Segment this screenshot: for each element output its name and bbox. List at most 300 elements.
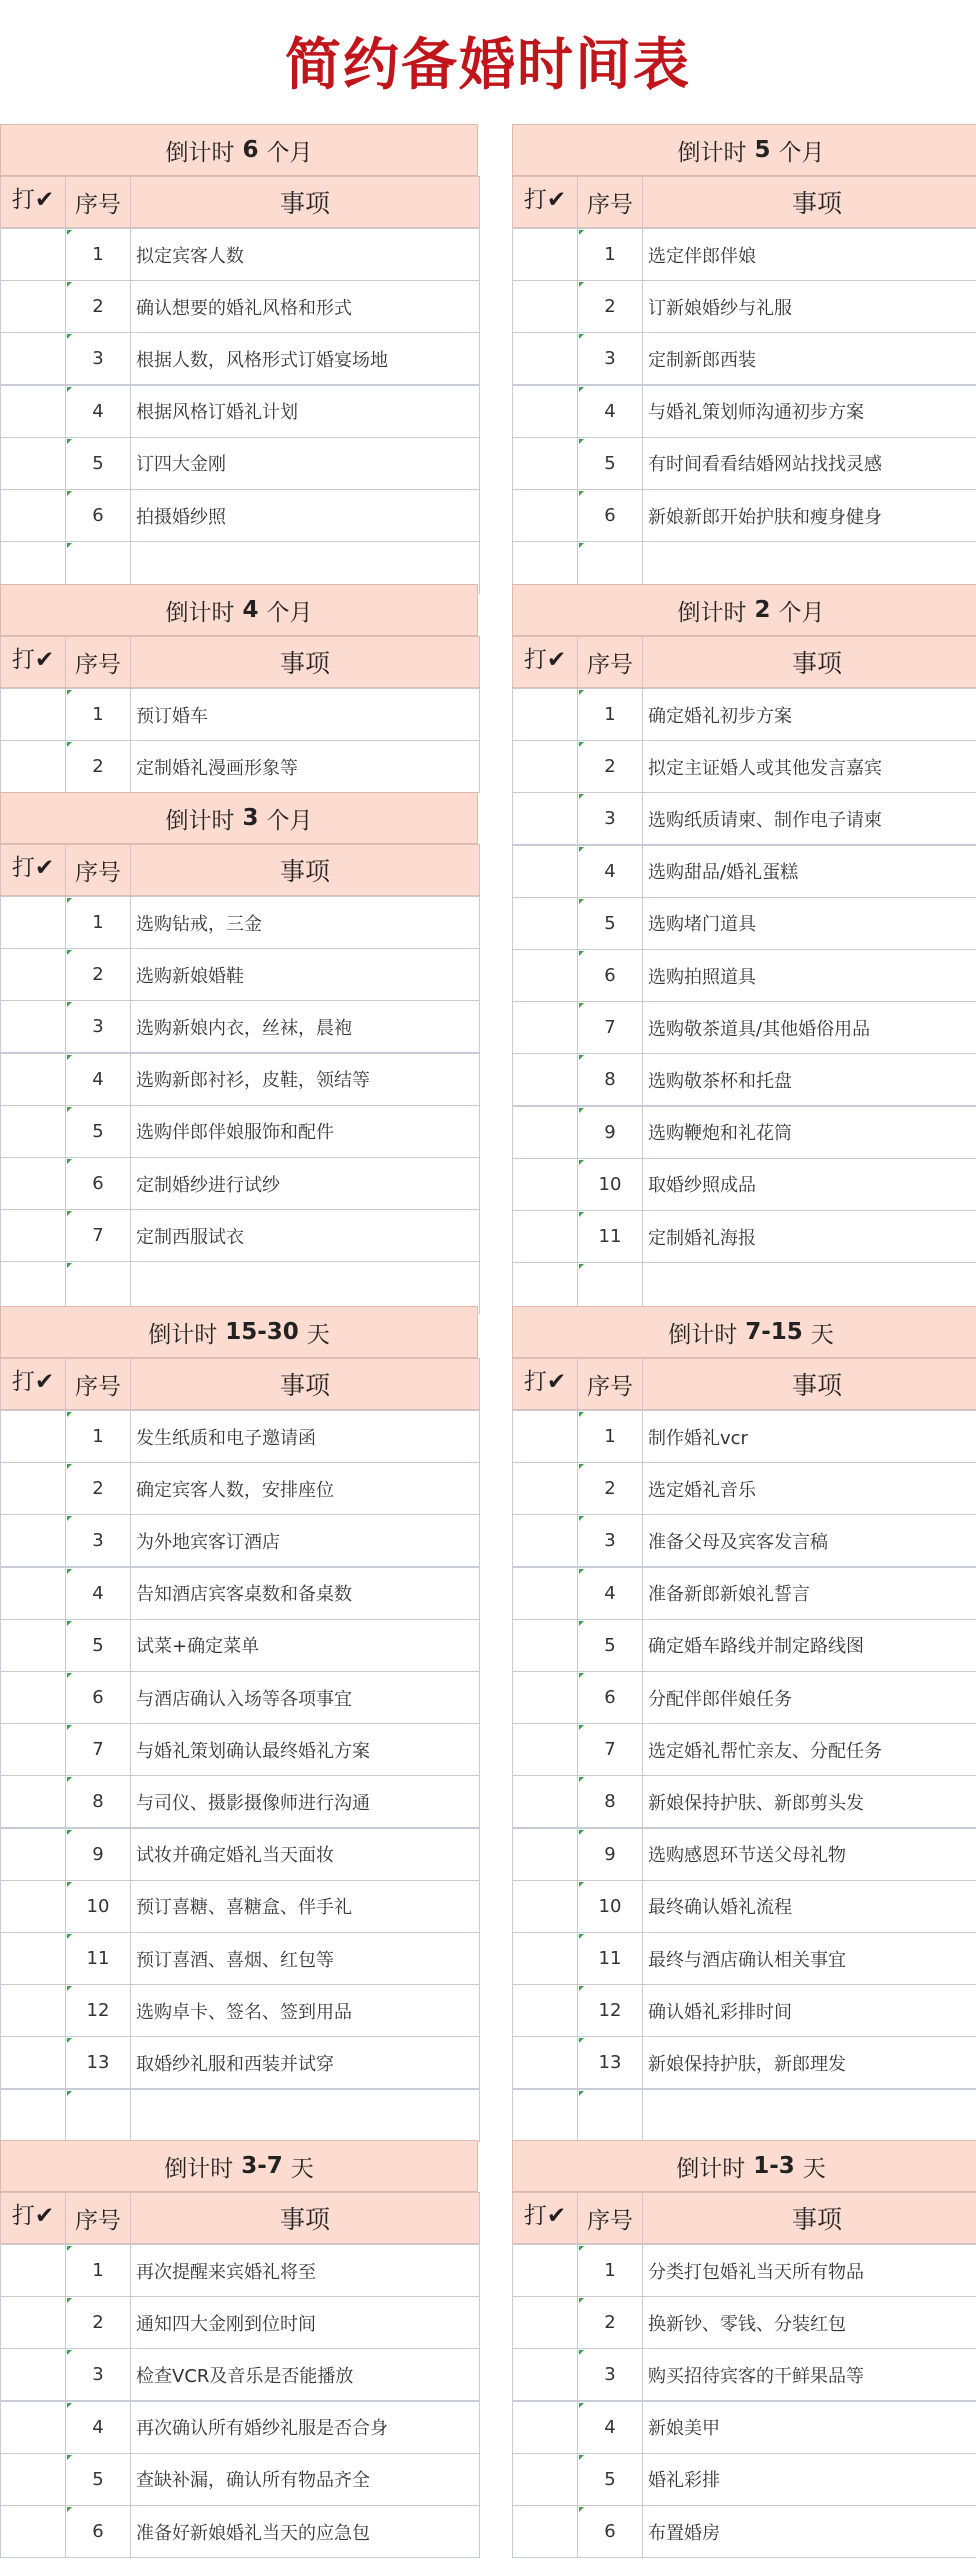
- number-cell: 10: [577, 1158, 643, 1211]
- number-cell: 11: [577, 1210, 643, 1263]
- table-row: [512, 897, 976, 950]
- blank-row: [0, 2089, 480, 2142]
- check-cell[interactable]: [512, 1462, 578, 1515]
- item-cell: 试妆并确定婚礼当天面妆: [130, 1828, 480, 1881]
- item-cell: 确认婚礼彩排时间: [642, 1984, 976, 2037]
- table-row: [512, 2505, 976, 2558]
- table-row: [0, 1157, 480, 1210]
- number-cell: 12: [577, 1984, 643, 2037]
- number-cell: 2: [65, 1462, 131, 1515]
- table-row: [512, 280, 976, 333]
- number-cell: 1: [577, 688, 643, 741]
- section-title-unit: 个月: [778, 599, 825, 626]
- item-cell: 准备父母及宾客发言稿: [642, 1514, 976, 1567]
- number-cell: 5: [577, 897, 643, 950]
- check-cell[interactable]: [512, 1410, 578, 1463]
- section-title-prefix: 倒计时: [668, 1321, 738, 1348]
- section-title-prefix: 倒计时: [677, 599, 747, 626]
- table-row: [0, 1619, 480, 1672]
- check-cell[interactable]: [512, 1828, 578, 1881]
- item-cell: 有时间看看结婚网站找找灵感: [642, 437, 976, 490]
- item-cell: 告知酒店宾客桌数和备桌数: [130, 1567, 480, 1620]
- section-title-unit: 天: [810, 1321, 834, 1348]
- number-cell: 3: [65, 2348, 131, 2401]
- check-cell[interactable]: [0, 1000, 66, 1053]
- number-cell: 10: [65, 1880, 131, 1933]
- check-cell[interactable]: [512, 1210, 578, 1263]
- section-title-prefix: 倒计时: [148, 1321, 218, 1348]
- check-cell[interactable]: [512, 1723, 578, 1776]
- section-title: [512, 2140, 976, 2192]
- item-cell: 婚礼彩排: [642, 2453, 976, 2506]
- item-cell: 定制新郎西装: [642, 332, 976, 385]
- table-row: [512, 1880, 976, 1933]
- section-title: [0, 584, 478, 636]
- check-cell[interactable]: [512, 1001, 578, 1054]
- number-cell: 3: [577, 1514, 643, 1567]
- check-cell[interactable]: [512, 2401, 578, 2454]
- check-cell[interactable]: [0, 1053, 66, 1106]
- check-cell[interactable]: [512, 688, 578, 741]
- number-cell: 2: [577, 740, 643, 793]
- table-row: [0, 1932, 480, 1985]
- section-title-prefix: 倒计时: [165, 599, 235, 626]
- check-column-header: 打✔: [0, 2192, 66, 2244]
- item-cell: 与婚礼策划确认最终婚礼方案: [130, 1723, 480, 1776]
- check-cell[interactable]: [0, 948, 66, 1001]
- check-cell[interactable]: [512, 1671, 578, 1724]
- item-cell: 选购纸质请柬、制作电子请柬: [642, 792, 976, 845]
- item-cell: 选购堵门道具: [642, 897, 976, 950]
- item-cell: 分配伴郎伴娘任务: [642, 1671, 976, 1724]
- check-column-header: 打✔: [512, 2192, 578, 2244]
- table-row: [0, 1000, 480, 1053]
- number-cell: 5: [65, 437, 131, 490]
- table-row: [0, 948, 480, 1001]
- table-row: [512, 2244, 976, 2297]
- table-row: [512, 1671, 976, 1724]
- item-cell: 与酒店确认入场等各项事宜: [130, 1671, 480, 1724]
- check-cell[interactable]: [0, 2348, 66, 2401]
- check-cell[interactable]: [0, 489, 66, 542]
- table-header: [0, 176, 480, 228]
- table-header: [512, 636, 976, 688]
- check-cell[interactable]: [0, 1514, 66, 1567]
- table-row: [0, 280, 480, 333]
- check-cell[interactable]: [512, 2453, 578, 2506]
- section-title-prefix: 倒计时: [677, 139, 747, 166]
- table-row: [512, 2348, 976, 2401]
- number-cell: 2: [65, 2296, 131, 2349]
- table-row: [0, 688, 480, 741]
- section-title-unit: 个月: [266, 807, 313, 834]
- item-cell: 布置婚房: [642, 2505, 976, 2558]
- number-cell: 4: [577, 2401, 643, 2454]
- table-row: [0, 1828, 480, 1881]
- check-cell[interactable]: [0, 2401, 66, 2454]
- item-cell: 选购卓卡、签名、签到用品: [130, 1984, 480, 2037]
- table-row: [512, 1158, 976, 1211]
- item-cell: 与司仪、摄影摄像师进行沟通: [130, 1775, 480, 1828]
- check-column-header: 打✔: [512, 1358, 578, 1410]
- table-row: [0, 1775, 480, 1828]
- table-row: [0, 437, 480, 490]
- item-column-header: 事项: [642, 1358, 976, 1410]
- item-cell: 根据风格订婚礼计划: [130, 385, 480, 438]
- check-cell[interactable]: [0, 1880, 66, 1933]
- section-title-number: 15-30: [225, 1319, 299, 1345]
- item-cell: 购买招待宾客的干鲜果品等: [642, 2348, 976, 2401]
- number-column-header: 序号: [577, 2192, 643, 2244]
- item-cell: 取婚纱礼服和西装并试穿: [130, 2036, 480, 2089]
- check-cell[interactable]: [512, 280, 578, 333]
- check-cell[interactable]: [0, 1462, 66, 1515]
- table-row: [512, 2453, 976, 2506]
- table-row: [0, 228, 480, 281]
- check-cell[interactable]: [512, 332, 578, 385]
- item-cell: 新娘保持护肤，新郎理发: [642, 2036, 976, 2089]
- check-cell[interactable]: [0, 228, 66, 281]
- number-column-header: 序号: [577, 176, 643, 228]
- number-cell: 1: [65, 228, 131, 281]
- section-title: [512, 1306, 976, 1358]
- table-row: [0, 1671, 480, 1724]
- number-cell: 3: [65, 1514, 131, 1567]
- item-cell: 准备好新娘婚礼当天的应急包: [130, 2505, 480, 2558]
- check-cell[interactable]: [0, 1410, 66, 1463]
- number-cell: 6: [577, 489, 643, 542]
- number-column-header: 序号: [65, 176, 131, 228]
- number-cell: 6: [577, 2505, 643, 2558]
- check-cell[interactable]: [512, 792, 578, 845]
- table-header: [0, 636, 480, 688]
- item-cell: 拟定宾客人数: [130, 228, 480, 281]
- item-cell: [130, 2089, 480, 2142]
- number-cell: 11: [577, 1932, 643, 1985]
- item-column-header: 事项: [642, 176, 976, 228]
- number-column-header: 序号: [65, 636, 131, 688]
- check-cell[interactable]: [0, 2453, 66, 2506]
- table-row: [512, 228, 976, 281]
- section-title-unit: 天: [802, 2155, 826, 2182]
- table-row: [0, 1105, 480, 1158]
- number-cell: 6: [577, 949, 643, 1002]
- item-cell: 根据人数，风格形式订婚宴场地: [130, 332, 480, 385]
- check-cell[interactable]: [0, 2505, 66, 2558]
- check-cell[interactable]: [512, 740, 578, 793]
- check-cell[interactable]: [0, 2244, 66, 2297]
- table-row: [0, 385, 480, 438]
- item-cell: 选定伴郎伴娘: [642, 228, 976, 281]
- number-column-header: 序号: [577, 636, 643, 688]
- number-column-header: 序号: [65, 1358, 131, 1410]
- check-cell[interactable]: [0, 2089, 66, 2142]
- table-row: [0, 896, 480, 949]
- table-row: [512, 1210, 976, 1263]
- item-column-header: 事项: [642, 2192, 976, 2244]
- item-cell: 订四大金刚: [130, 437, 480, 490]
- item-cell: 为外地宾客订酒店: [130, 1514, 480, 1567]
- number-cell: 3: [577, 792, 643, 845]
- item-cell: 选购新娘婚鞋: [130, 948, 480, 1001]
- number-cell: 5: [577, 1619, 643, 1672]
- check-cell[interactable]: [512, 1984, 578, 2037]
- section-title: [0, 124, 478, 176]
- check-cell[interactable]: [0, 1984, 66, 2037]
- check-cell[interactable]: [0, 437, 66, 490]
- check-cell[interactable]: [0, 1209, 66, 1262]
- table-row: [0, 1514, 480, 1567]
- table-row: [0, 1567, 480, 1620]
- item-cell: 选购鞭炮和礼花筒: [642, 1106, 976, 1159]
- number-cell: 1: [65, 896, 131, 949]
- number-cell: 3: [577, 332, 643, 385]
- item-cell: 确认想要的婚礼风格和形式: [130, 280, 480, 333]
- check-cell[interactable]: [0, 1671, 66, 1724]
- section-title: [512, 584, 976, 636]
- item-cell: 确定宾客人数，安排座位: [130, 1462, 480, 1515]
- check-cell[interactable]: [0, 1723, 66, 1776]
- number-cell: 1: [577, 228, 643, 281]
- table-row: [512, 1410, 976, 1463]
- section-title-number: 1-3: [753, 2153, 795, 2179]
- table-row: [0, 1209, 480, 1262]
- check-column-header: 打✔: [0, 636, 66, 688]
- item-column-header: 事项: [130, 2192, 480, 2244]
- section-title: [0, 2140, 478, 2192]
- item-cell: 确定婚车路线并制定路线图: [642, 1619, 976, 1672]
- number-cell: 1: [65, 1410, 131, 1463]
- item-cell: 选购拍照道具: [642, 949, 976, 1002]
- check-cell[interactable]: [0, 385, 66, 438]
- section-title: [0, 1306, 478, 1358]
- check-cell[interactable]: [512, 489, 578, 542]
- item-cell: 定制婚礼漫画形象等: [130, 740, 480, 793]
- number-cell: 10: [577, 1880, 643, 1933]
- table-row: [512, 740, 976, 793]
- check-cell[interactable]: [0, 2036, 66, 2089]
- item-cell: 准备新郎新娘礼誓言: [642, 1567, 976, 1620]
- check-cell[interactable]: [0, 688, 66, 741]
- number-cell: 2: [65, 948, 131, 1001]
- check-cell[interactable]: [512, 1932, 578, 1985]
- check-cell[interactable]: [0, 1775, 66, 1828]
- table-row: [0, 332, 480, 385]
- table-row: [0, 1880, 480, 1933]
- item-cell: 通知四大金刚到位时间: [130, 2296, 480, 2349]
- number-cell: 6: [65, 2505, 131, 2558]
- item-cell: 选购钻戒，三金: [130, 896, 480, 949]
- check-cell[interactable]: [0, 1619, 66, 1672]
- section-title-unit: 天: [290, 2155, 314, 2182]
- check-cell[interactable]: [0, 332, 66, 385]
- table-row: [512, 1462, 976, 1515]
- check-cell[interactable]: [512, 1106, 578, 1159]
- section-title-prefix: 倒计时: [676, 2155, 746, 2182]
- number-cell: 4: [577, 385, 643, 438]
- section-title-number: 3: [242, 805, 259, 831]
- item-cell: 换新钞、零钱、分装红包: [642, 2296, 976, 2349]
- check-cell[interactable]: [512, 897, 578, 950]
- item-cell: 再次确认所有婚纱礼服是否合身: [130, 2401, 480, 2454]
- number-cell: 4: [65, 385, 131, 438]
- item-cell: [642, 2089, 976, 2142]
- number-cell: 5: [577, 2453, 643, 2506]
- table-header: [512, 176, 976, 228]
- section-title-number: 6: [242, 137, 259, 163]
- table-row: [512, 949, 976, 1002]
- section-title-unit: 天: [306, 1321, 330, 1348]
- check-cell[interactable]: [512, 949, 578, 1002]
- check-cell[interactable]: [0, 1105, 66, 1158]
- section-title-number: 7-15: [745, 1319, 803, 1345]
- number-cell: 1: [577, 2244, 643, 2297]
- check-cell[interactable]: [512, 1158, 578, 1211]
- table-row: [0, 740, 480, 793]
- check-cell[interactable]: [0, 1567, 66, 1620]
- check-cell[interactable]: [512, 2089, 578, 2142]
- number-cell: 8: [65, 1775, 131, 1828]
- item-cell: 与婚礼策划师沟通初步方案: [642, 385, 976, 438]
- item-cell: 再次提醒来宾婚礼将至: [130, 2244, 480, 2297]
- number-cell: 8: [577, 1775, 643, 1828]
- check-column-header: 打✔: [0, 176, 66, 228]
- check-cell[interactable]: [512, 437, 578, 490]
- item-cell: 选购敬茶道具/其他婚俗用品: [642, 1001, 976, 1054]
- check-cell[interactable]: [512, 1514, 578, 1567]
- number-cell: 3: [65, 1000, 131, 1053]
- number-cell: 6: [65, 1671, 131, 1724]
- check-cell[interactable]: [0, 740, 66, 793]
- table-row: [512, 332, 976, 385]
- number-cell: 6: [65, 489, 131, 542]
- check-cell[interactable]: [512, 2244, 578, 2297]
- number-cell: 8: [577, 1053, 643, 1106]
- blank-row: [512, 2089, 976, 2142]
- item-column-header: 事项: [130, 844, 480, 896]
- check-column-header: 打✔: [512, 636, 578, 688]
- section-title-number: 4: [242, 597, 259, 623]
- check-column-header: 打✔: [0, 844, 66, 896]
- number-cell: [577, 2089, 643, 2142]
- number-cell: 9: [577, 1106, 643, 1159]
- check-cell[interactable]: [0, 1932, 66, 1985]
- item-cell: 最终确认婚礼流程: [642, 1880, 976, 1933]
- table-row: [0, 2348, 480, 2401]
- table-row: [512, 1775, 976, 1828]
- item-cell: 检查VCR及音乐是否能播放: [130, 2348, 480, 2401]
- section-title-prefix: 倒计时: [165, 139, 235, 166]
- number-cell: 13: [65, 2036, 131, 2089]
- table-row: [512, 2401, 976, 2454]
- table-header: [512, 1358, 976, 1410]
- item-cell: 制作婚礼vcr: [642, 1410, 976, 1463]
- section-title-number: 3-7: [241, 2153, 283, 2179]
- item-cell: 定制婚纱进行试纱: [130, 1157, 480, 1210]
- item-cell: 定制西服试衣: [130, 1209, 480, 1262]
- table-row: [512, 2036, 976, 2089]
- number-cell: 6: [577, 1671, 643, 1724]
- check-cell[interactable]: [0, 896, 66, 949]
- number-cell: 11: [65, 1932, 131, 1985]
- item-cell: 订新娘婚纱与礼服: [642, 280, 976, 333]
- check-cell[interactable]: [512, 2296, 578, 2349]
- item-cell: 新娘新郎开始护肤和瘦身健身: [642, 489, 976, 542]
- check-cell[interactable]: [512, 1619, 578, 1672]
- item-cell: 试菜+确定菜单: [130, 1619, 480, 1672]
- item-column-header: 事项: [642, 636, 976, 688]
- number-cell: 4: [577, 1567, 643, 1620]
- item-cell: 选购甜品/婚礼蛋糕: [642, 845, 976, 898]
- check-cell[interactable]: [512, 845, 578, 898]
- number-cell: 2: [577, 2296, 643, 2349]
- number-cell: 4: [577, 845, 643, 898]
- item-cell: 确定婚礼初步方案: [642, 688, 976, 741]
- table-row: [0, 1053, 480, 1106]
- check-cell[interactable]: [512, 2348, 578, 2401]
- check-column-header: 打✔: [512, 176, 578, 228]
- item-cell: 选购敬茶杯和托盘: [642, 1053, 976, 1106]
- number-cell: 7: [577, 1723, 643, 1776]
- check-cell[interactable]: [512, 2505, 578, 2558]
- check-cell[interactable]: [0, 2296, 66, 2349]
- check-cell[interactable]: [512, 385, 578, 438]
- item-column-header: 事项: [130, 1358, 480, 1410]
- number-cell: 6: [65, 1157, 131, 1210]
- number-column-header: 序号: [65, 2192, 131, 2244]
- item-cell: 选定婚礼帮忙亲友、分配任务: [642, 1723, 976, 1776]
- table-row: [0, 2244, 480, 2297]
- table-row: [512, 1001, 976, 1054]
- number-cell: [65, 2089, 131, 2142]
- check-cell[interactable]: [0, 1157, 66, 1210]
- number-cell: 2: [577, 1462, 643, 1515]
- table-row: [0, 489, 480, 542]
- check-cell[interactable]: [0, 1828, 66, 1881]
- table-row: [512, 1932, 976, 1985]
- item-cell: 查缺补漏，确认所有物品齐全: [130, 2453, 480, 2506]
- item-cell: 拍摄婚纱照: [130, 489, 480, 542]
- number-cell: 9: [577, 1828, 643, 1881]
- table-header: [0, 1358, 480, 1410]
- section-title-prefix: 倒计时: [165, 807, 235, 834]
- number-cell: 12: [65, 1984, 131, 2037]
- item-column-header: 事项: [130, 176, 480, 228]
- item-cell: 预订喜酒、喜烟、红包等: [130, 1932, 480, 1985]
- item-cell: 预订喜糖、喜糖盒、伴手礼: [130, 1880, 480, 1933]
- item-cell: 最终与酒店确认相关事宜: [642, 1932, 976, 1985]
- table-row: [512, 688, 976, 741]
- check-cell[interactable]: [512, 1880, 578, 1933]
- check-cell[interactable]: [512, 2036, 578, 2089]
- check-cell[interactable]: [512, 1053, 578, 1106]
- section-title-unit: 个月: [266, 139, 313, 166]
- table-row: [512, 1984, 976, 2037]
- table-row: [0, 2505, 480, 2558]
- check-cell[interactable]: [0, 280, 66, 333]
- section-title-unit: 个月: [266, 599, 313, 626]
- number-cell: 5: [577, 437, 643, 490]
- item-cell: 拟定主证婚人或其他发言嘉宾: [642, 740, 976, 793]
- check-cell[interactable]: [512, 1567, 578, 1620]
- section-title: [0, 792, 478, 844]
- table-row: [512, 1828, 976, 1881]
- check-cell[interactable]: [512, 1775, 578, 1828]
- check-cell[interactable]: [512, 228, 578, 281]
- item-cell: 选购新娘内衣，丝袜，晨袍: [130, 1000, 480, 1053]
- item-column-header: 事项: [130, 636, 480, 688]
- number-cell: 13: [577, 2036, 643, 2089]
